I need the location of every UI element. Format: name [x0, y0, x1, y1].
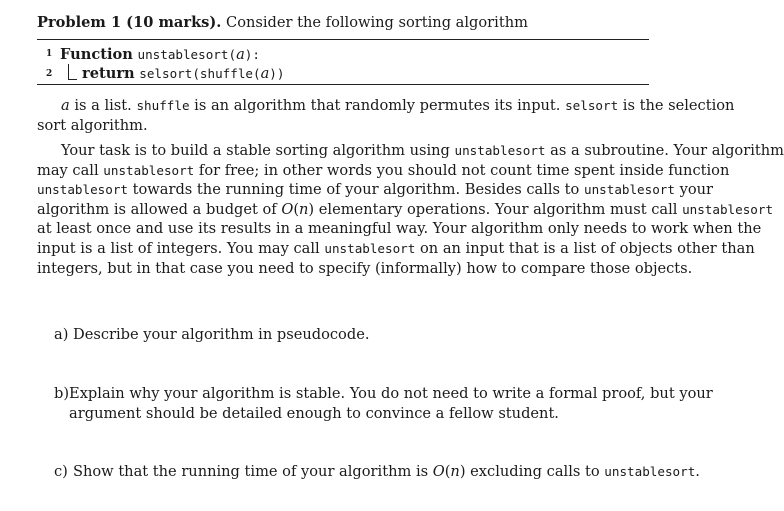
para2-line-5: at least once and use its results in a meaningful way. Your algorithm only needs to work when the — [37, 220, 762, 238]
algorithm-line-2 — [82, 64, 284, 84]
question-a — [54, 325, 369, 345]
problem-label: Problem 1 (10 marks). — [37, 14, 222, 31]
para1-line-1: a is a list. shuffle is an algorithm that randomly permutes its input. selsort is the selection — [61, 97, 735, 114]
question-a-label: a) — [54, 326, 69, 343]
algorithm-line-number-2: 2 — [46, 69, 53, 79]
function-name: unstablesort( — [137, 47, 237, 62]
return-arg: a — [260, 65, 270, 82]
indent-bracket — [68, 64, 77, 80]
algorithm-top-rule — [37, 39, 649, 40]
para2-line-1: Your task is to build a stable sorting algorithm using unstablesort as a subroutine. Your algorithm — [61, 142, 784, 159]
question-b-line-1: Explain why your algorithm is stable. You do not need to write a formal proof, but your — [69, 385, 713, 402]
question-b — [54, 384, 713, 423]
function-keyword: Function — [60, 46, 133, 63]
question-a-text: Describe your algorithm in pseudocode. — [73, 326, 370, 343]
question-b-label: b) — [54, 385, 70, 402]
para1-line-2: sort algorithm. — [37, 116, 148, 134]
problem-heading — [37, 13, 528, 33]
para2-line-2: may call unstablesort for free; in other words you should not count time spent inside function — [37, 161, 730, 179]
return-keyword: return — [82, 65, 135, 82]
question-c: c) Show that the running time of your algorithm is O(n) excluding calls to unstablesort. — [54, 463, 700, 480]
task-paragraph — [37, 141, 784, 278]
question-b-line-2: argument should be detailed enough to convince a fellow student. — [69, 404, 559, 422]
definitions-paragraph — [37, 96, 735, 135]
function-arg: a — [236, 46, 245, 63]
function-close: ): — [244, 47, 260, 62]
para2-line-3: unstablesort towards the running time of your algorithm. Besides calls to unstablesort your — [37, 181, 714, 199]
para2-line-7: integers, but in that case you need to specify (informally) how to compare those objects. — [37, 259, 693, 277]
return-expr: selsort(shuffle( — [139, 66, 261, 81]
problem-intro-text: Consider the following sorting algorithm — [226, 14, 528, 31]
para2-line-4: algorithm is allowed a budget of O(n) elementary operations. Your algorithm must call unstablesort — [37, 200, 774, 218]
algorithm-bottom-rule — [37, 84, 649, 85]
para2-line-6: input is a list of integers. You may call unstablesort on an input that is a list of objects other than — [37, 239, 755, 257]
algorithm-line-number-1: 1 — [46, 49, 53, 59]
return-close: )) — [269, 66, 285, 81]
question-c-label: c) — [54, 463, 68, 480]
algorithm-line-1 — [60, 45, 260, 65]
